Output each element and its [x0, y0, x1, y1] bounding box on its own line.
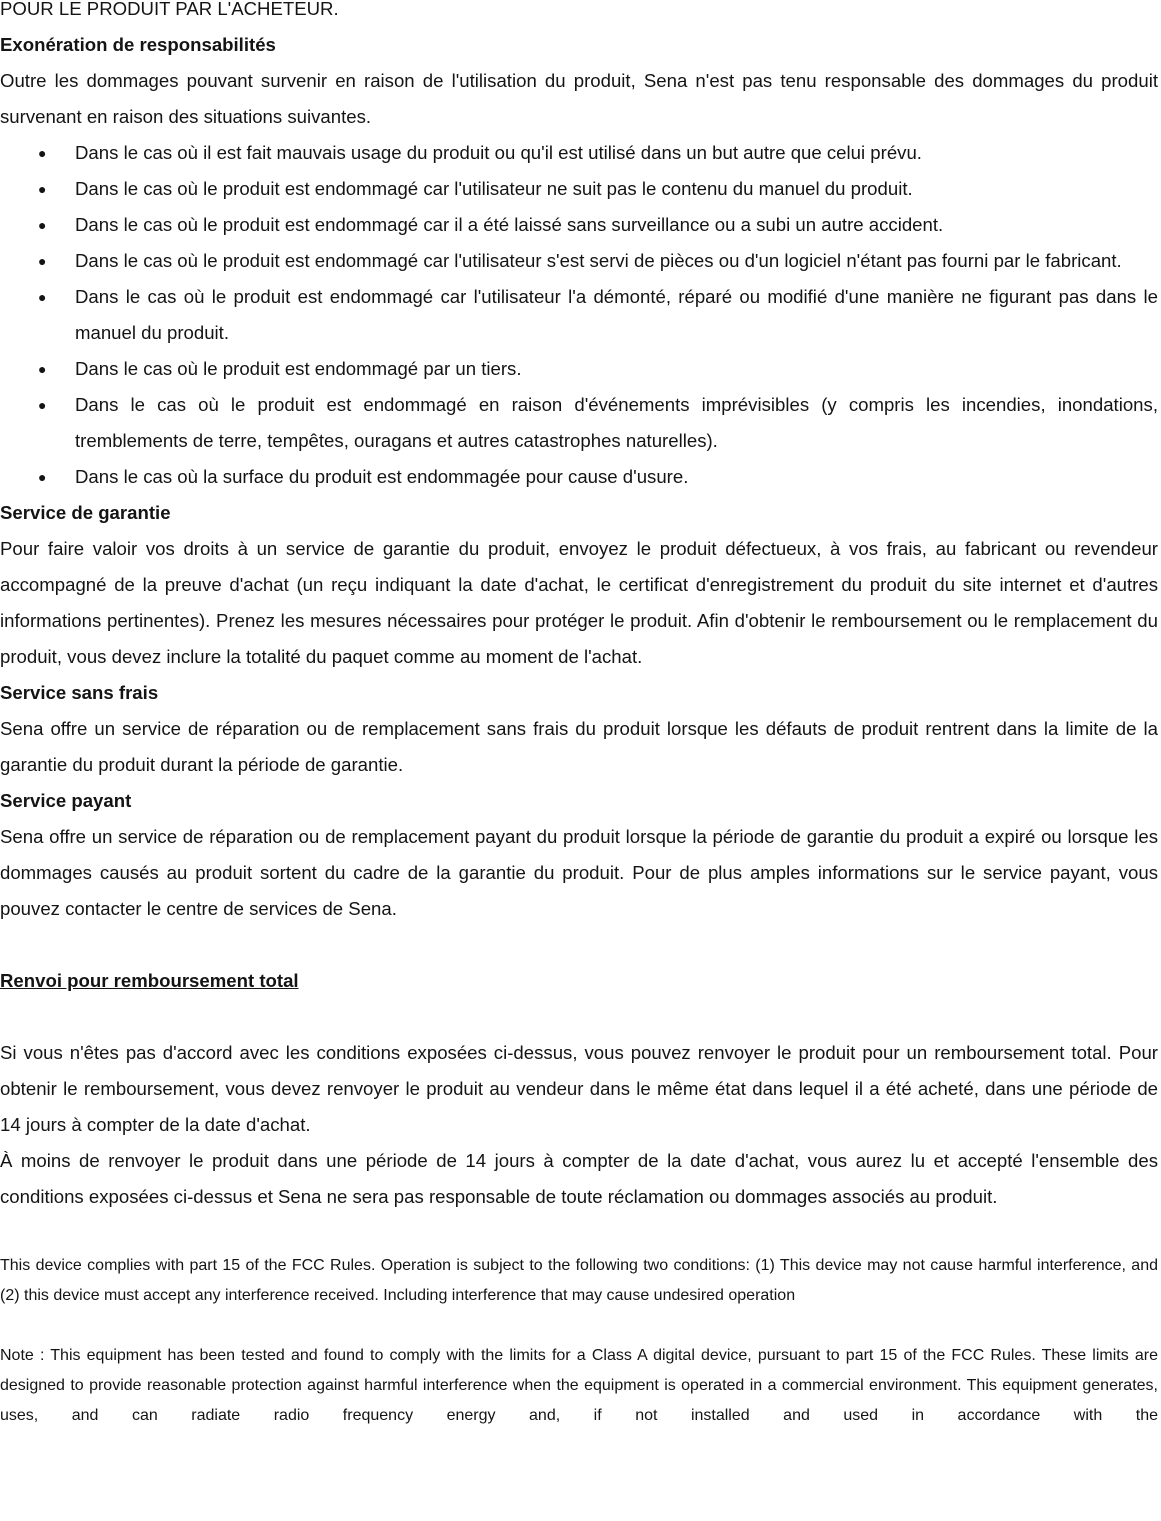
- spacer: [0, 999, 1158, 1035]
- list-item: [0, 135, 1158, 171]
- list-item: [0, 171, 1158, 207]
- fcc-statement: This device complies with part 15 of the FCC Rules. Operation is subject to the following two conditions: (1) This device may not cause harmful interference, and (2) this device must accept any interference received. Including interference that may cause undesired operation: [0, 1257, 1158, 1304]
- exoneration-list: [0, 135, 1158, 495]
- spacer: [0, 1311, 1158, 1341]
- list-item-text: Dans le cas où le produit est endommagé car l'utilisateur ne suit pas le contenu du manuel du produit.: [75, 178, 913, 199]
- list-item-text: Dans le cas où la surface du produit est endommagée pour cause d'usure.: [75, 466, 689, 487]
- renvoi-paragraph-2: À moins de renvoyer le produit dans une période de 14 jours à compter de la date d'achat, vous aurez lu et accepté l'ensemble des conditions exposées ci-dessus et Sena ne sera pas responsable de toute réclamation ou dommages associés au produit.: [0, 1150, 1158, 1207]
- bullet-icon: ●: [38, 181, 47, 197]
- spacer: [0, 927, 1158, 963]
- bullet-icon: ●: [38, 145, 47, 161]
- bullet-icon: ●: [38, 253, 47, 269]
- list-item-text: Dans le cas où il est fait mauvais usage du produit ou qu'il est utilisé dans un but autre que celui prévu.: [75, 142, 922, 163]
- service-sans-frais-heading: Service sans frais: [0, 682, 159, 703]
- list-item-text: Dans le cas où le produit est endommagé en raison d'événements imprévisibles (y compris les incendies, inondations, tremblements de terre, tempêtes, ouragans et autres catastrophes naturelles).: [75, 394, 1158, 451]
- spacer: [0, 1215, 1158, 1251]
- list-item: [0, 243, 1158, 279]
- top-line: POUR LE PRODUIT PAR L'ACHETEUR.: [0, 0, 339, 19]
- service-garantie-text: Pour faire valoir vos droits à un service de garantie du produit, envoyez le produit défectueux, à vos frais, au fabricant ou revendeur accompagné de la preuve d'achat (un reçu indiquant la date d'achat, le certificat d'enregistrement du produit du site internet et d'autres informations pertinentes). Prenez les mesures nécessaires pour protéger le produit. Afin d'obtenir le remboursement ou le remplacement du produit, vous devez inclure la totalité du paquet comme au moment de l'achat.: [0, 538, 1158, 667]
- list-item: [0, 279, 1158, 351]
- list-item: [0, 207, 1158, 243]
- exoneration-intro: Outre les dommages pouvant survenir en raison de l'utilisation du produit, Sena n'est pas tenu responsable des dommages du produit survenant en raison des situations suivantes.: [0, 70, 1158, 127]
- list-item: [0, 459, 1158, 495]
- list-item-text: Dans le cas où le produit est endommagé car il a été laissé sans surveillance ou a subi un autre accident.: [75, 214, 944, 235]
- list-item: [0, 351, 1158, 387]
- list-item: [0, 387, 1158, 459]
- bullet-icon: ●: [38, 469, 47, 485]
- bullet-icon: ●: [38, 361, 47, 377]
- renvoi-heading: Renvoi pour remboursement total: [0, 970, 299, 991]
- bullet-icon: ●: [38, 217, 47, 233]
- service-payant-heading: Service payant: [0, 790, 132, 811]
- service-sans-frais-text: Sena offre un service de réparation ou de remplacement sans frais du produit lorsque les défauts de produit rentrent dans la limite de la garantie du produit durant la période de garantie.: [0, 718, 1158, 775]
- service-payant-text: Sena offre un service de réparation ou de remplacement payant du produit lorsque la période de garantie du produit a expiré ou lorsque les dommages causés au produit sortent du cadre de la garantie du produit. Pour de plus amples informations sur le service payant, vous pouvez contacter le centre de services de Sena.: [0, 826, 1158, 919]
- list-item-text: Dans le cas où le produit est endommagé par un tiers.: [75, 358, 522, 379]
- list-item-text: Dans le cas où le produit est endommagé car l'utilisateur l'a démonté, réparé ou modifié d'une manière ne figurant pas dans le manuel du produit.: [75, 286, 1158, 343]
- bullet-icon: ●: [38, 289, 47, 305]
- bullet-icon: ●: [38, 397, 47, 413]
- fcc-note: Note : This equipment has been tested and found to comply with the limits for a Class A digital device, pursuant to part 15 of the FCC Rules. These limits are designed to provide reasonable protection against harmful interference when the equipment is operated in a commercial environment. This equipment generates, uses, and can radiate radio frequency energy and, if not installed and used in accordance with the: [0, 1347, 1158, 1424]
- service-garantie-heading: Service de garantie: [0, 502, 171, 523]
- renvoi-paragraph-1: Si vous n'êtes pas d'accord avec les conditions exposées ci-dessus, vous pouvez renvoyer le produit pour un remboursement total. Pour obtenir le remboursement, vous devez renvoyer le produit au vendeur dans le même état dans lequel il a été acheté, dans une période de 14 jours à compter de la date d'achat.: [0, 1042, 1158, 1135]
- list-item-text: Dans le cas où le produit est endommagé car l'utilisateur s'est servi de pièces ou d'un logiciel n'étant pas fourni par le fabricant.: [75, 250, 1122, 271]
- exoneration-heading: Exonération de responsabilités: [0, 34, 276, 55]
